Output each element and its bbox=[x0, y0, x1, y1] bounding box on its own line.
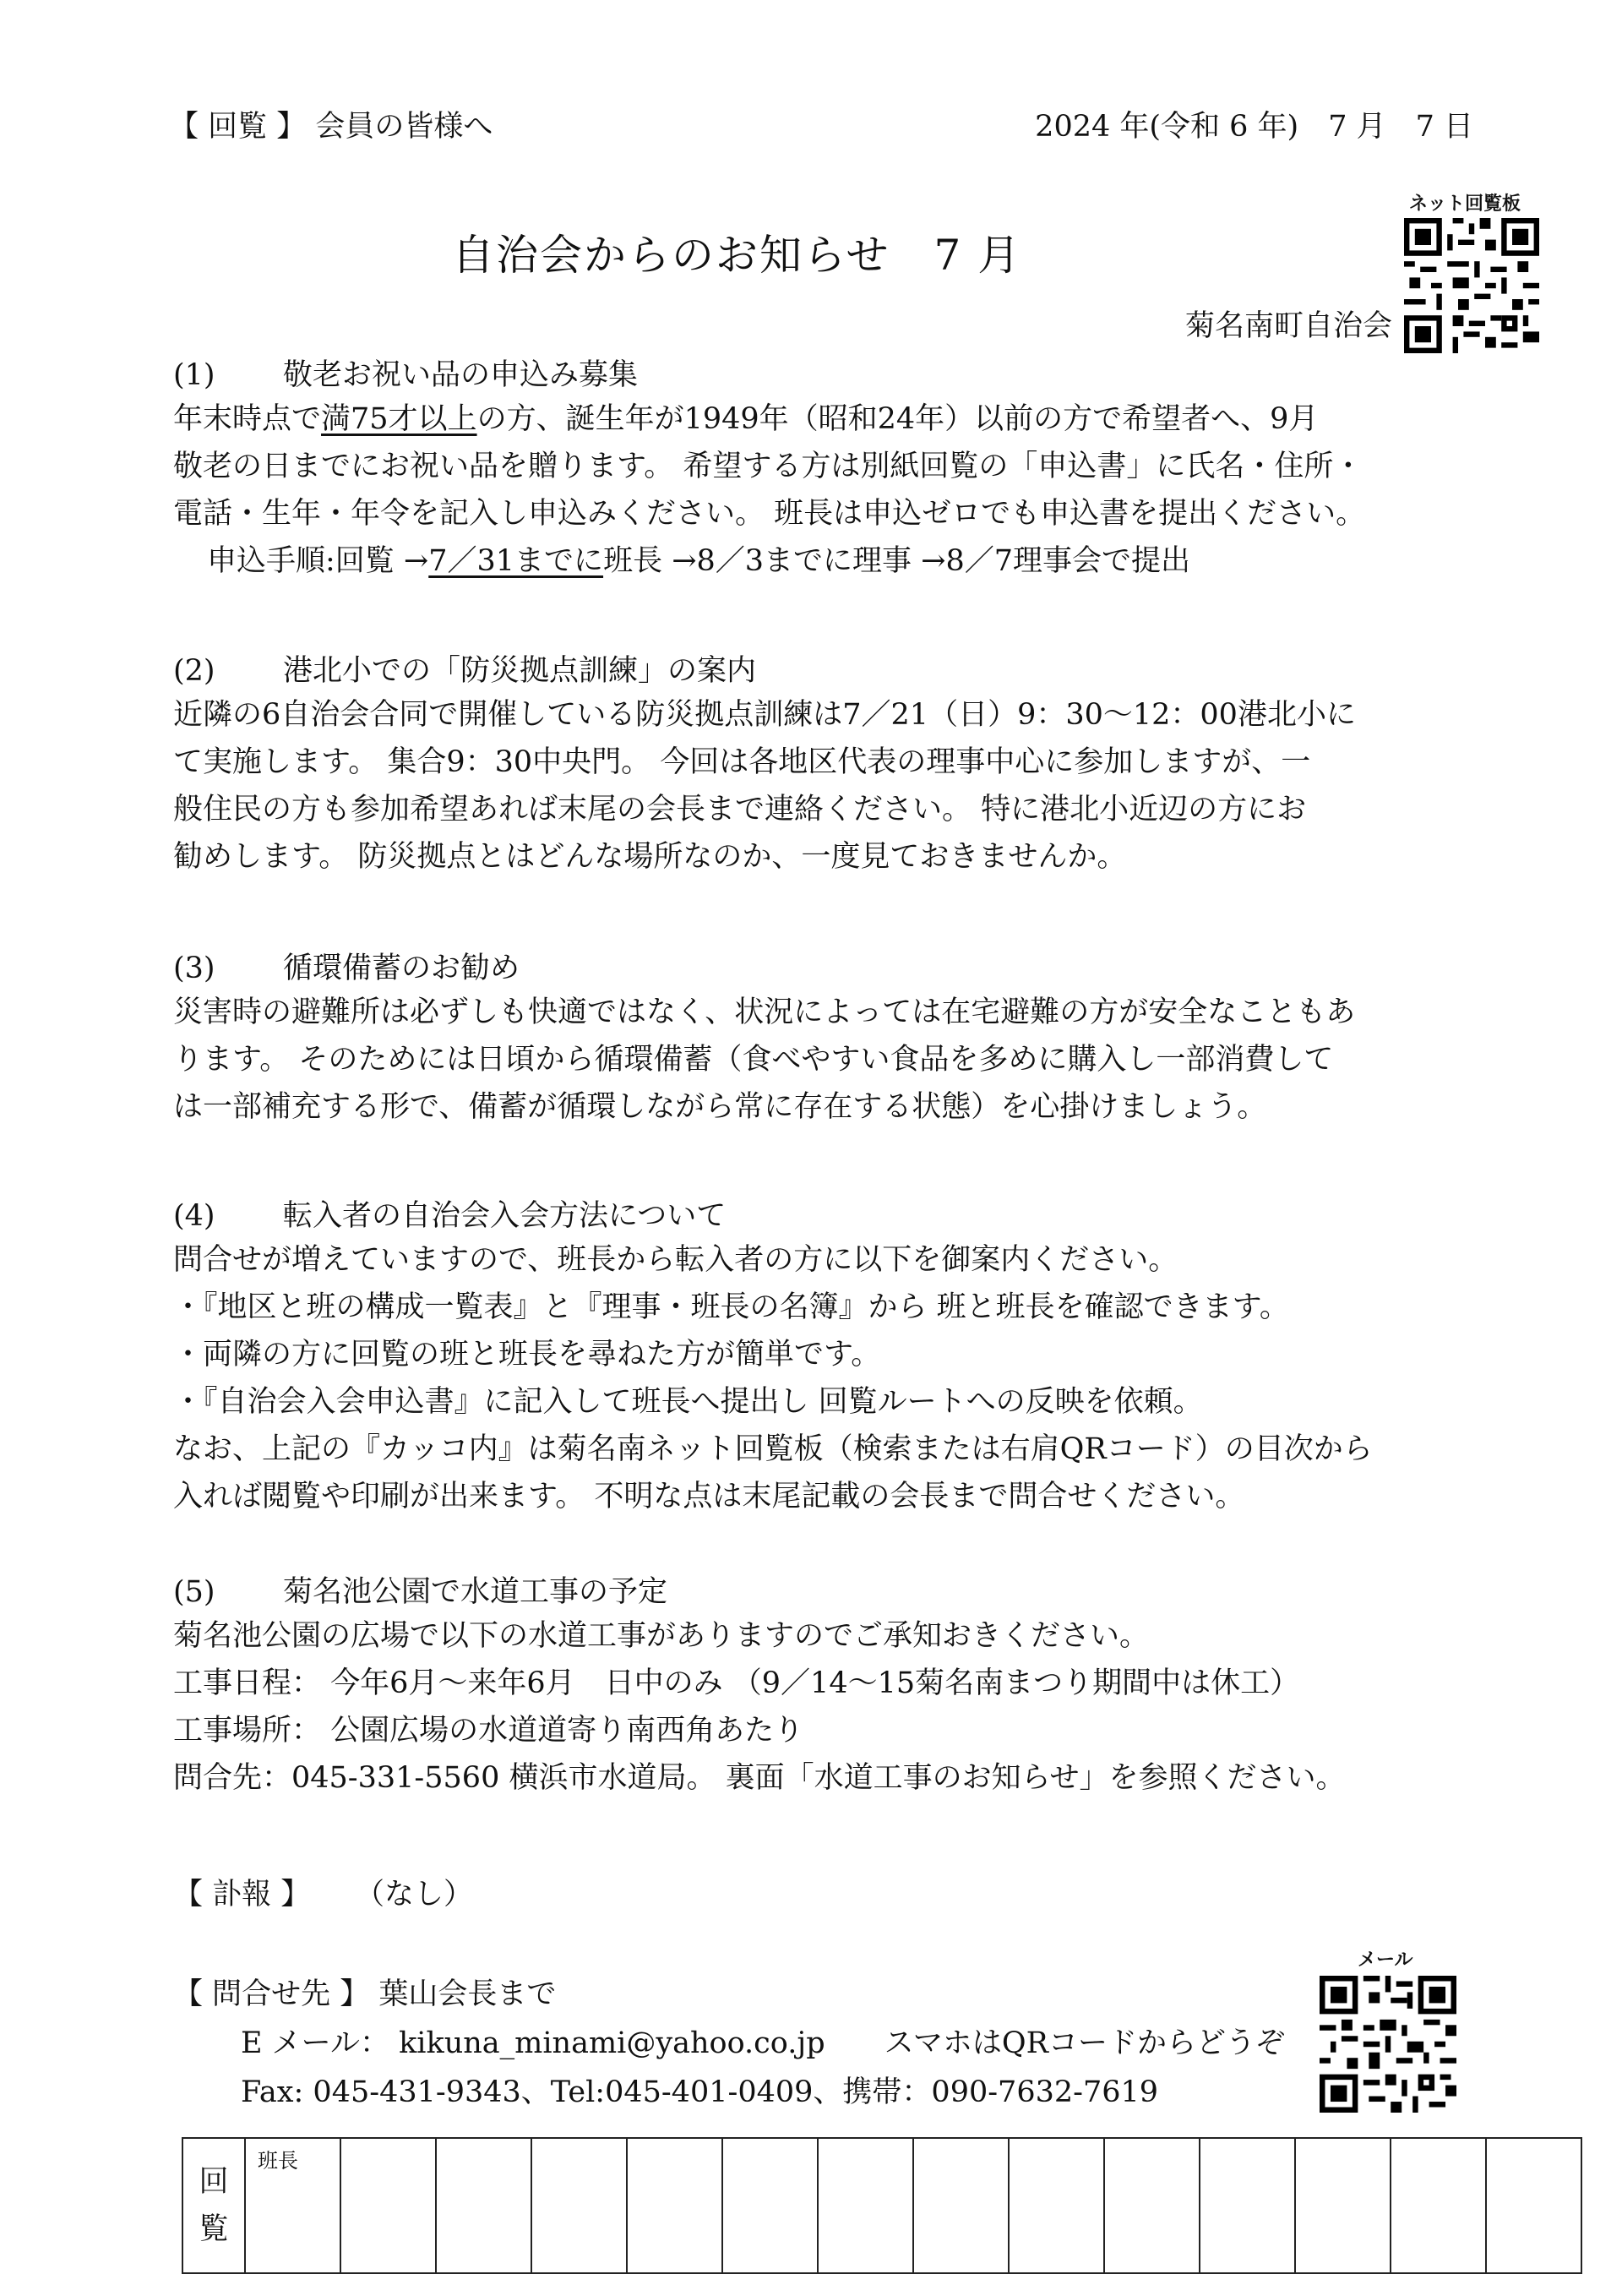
qr-code-icon[interactable] bbox=[1320, 1976, 1456, 2113]
section-5-line: 菊名池公園の広場で以下の水道工事がありますのでご承知おきください。 bbox=[173, 1619, 1150, 1653]
circulation-cell[interactable] bbox=[1295, 2138, 1391, 2273]
section-2-title: (2) 港北小での「防災拠点訓練」の案内 bbox=[173, 654, 757, 688]
section-5-line: 問合先：045-331-5560 横浜市水道局。 裏面「水道工事のお知らせ」を参照ください。 bbox=[173, 1761, 1346, 1795]
circulation-cell[interactable] bbox=[1104, 2138, 1200, 2273]
page-title: 自治会からのお知らせ 7 月 bbox=[452, 231, 1022, 280]
section-2-line: 近隣の6自治会合同で開催している防災拠点訓練は7／21（日）9：30～12：00港北小に bbox=[173, 698, 1356, 732]
section-2 bbox=[173, 651, 1491, 881]
circulation-table bbox=[182, 2137, 1582, 2274]
section-4 bbox=[173, 1196, 1491, 1520]
circulation-cell[interactable] bbox=[1391, 2138, 1486, 2273]
section-2-line: 般住民の方も参加希望あれば末尾の会長まで連絡ください。 特に港北小近辺の方にお bbox=[173, 793, 1307, 826]
circulation-cell[interactable] bbox=[722, 2138, 818, 2273]
section-5-line: 工事場所： 公園広場の水道道寄り南西角あたり bbox=[173, 1714, 804, 1748]
section-3-line: は一部補充する形で、備蓄が循環しながら常に存在する状態）を心掛けましょう。 bbox=[173, 1090, 1267, 1124]
section-1 bbox=[173, 355, 1491, 585]
section-1-line: 敬老の日までにお祝い品を贈ります。 希望する方は別紙回覧の「申込書」に氏名・住所・ bbox=[173, 450, 1363, 483]
section-3-line: 災害時の避難所は必ずしも快適ではなく、状況によっては在宅避難の方が安全なこともあ bbox=[173, 995, 1356, 1029]
circulation-header: 【 回覧 】 会員の皆様へ bbox=[169, 110, 493, 144]
section-2-line: て実施します。 集合9：30中央門。 今回は各地区代表の理事中心に参加しますが、一 bbox=[173, 745, 1311, 779]
circulation-cell[interactable] bbox=[627, 2138, 722, 2273]
section-4-line: ・両隣の方に回覧の班と班長を尋ねた方が簡単です。 bbox=[173, 1338, 881, 1372]
qr-code-icon[interactable] bbox=[1404, 218, 1539, 353]
circulation-cell[interactable] bbox=[1009, 2138, 1104, 2273]
section-1-line: 年末時点で満75才以上の方、誕生年が1949年（昭和24年）以前の方で希望者へ、9月 bbox=[173, 402, 1319, 436]
circulation-cell-label: 班長 bbox=[258, 2149, 298, 2173]
circulation-cell[interactable] bbox=[818, 2138, 913, 2273]
section-4-line: なお、上記の『カッコ内』は菊名南ネット回覧板（検索または右肩QRコード）の目次から bbox=[173, 1432, 1373, 1466]
qr-top-label: ネット回覧板 bbox=[1409, 194, 1521, 215]
section-1-title: (1) 敬老お祝い品の申込み募集 bbox=[173, 358, 639, 392]
circulation-cell[interactable] bbox=[1200, 2138, 1295, 2273]
qr-bottom-label: メール bbox=[1358, 1950, 1413, 1971]
circulation-cell[interactable] bbox=[436, 2138, 531, 2273]
organization-name: 菊名南町自治会 bbox=[1184, 309, 1392, 343]
section-5-line: 工事日程： 今年6月～来年6月 日中のみ （9／14～15菊名南まつり期間中は休工） bbox=[173, 1666, 1300, 1700]
obituary-value: （なし） bbox=[355, 1878, 474, 1912]
circulation-cell[interactable] bbox=[1486, 2138, 1581, 2273]
section-3 bbox=[173, 948, 1491, 1131]
circulation-head: 回 覧 bbox=[182, 2138, 245, 2273]
section-3-title: (3) 循環備蓄のお勧め bbox=[173, 952, 520, 985]
section-1-procedure: 申込手順:回覧 →7／31までに班長 →8／3までに理事 →8／7理事会で提出 bbox=[207, 544, 1191, 578]
section-3-line: ります。 そのためには日頃から循環備蓄（食べやすい食品を多めに購入し一部消費して bbox=[173, 1043, 1334, 1077]
section-4-line: ・『自治会入会申込書』に記入して班長へ提出し 回覧ルートへの反映を依頼。 bbox=[173, 1385, 1203, 1419]
circulation-cell[interactable] bbox=[245, 2138, 340, 2273]
section-4-title: (4) 転入者の自治会入会方法について bbox=[173, 1199, 727, 1233]
obituary-label: 【 訃報 】 bbox=[173, 1878, 311, 1912]
contact-email: E メール： kikuna_minami@yahoo.co.jp スマホはQRコードからどうぞ bbox=[241, 2026, 1285, 2060]
circulation-cell[interactable] bbox=[340, 2138, 436, 2273]
section-4-line: 問合せが増えていますので、班長から転入者の方に以下を御案内ください。 bbox=[173, 1243, 1178, 1277]
section-1-line: 電話・生年・年令を記入し申込みください。 班長は申込ゼロでも申込書を提出ください。 bbox=[173, 497, 1366, 531]
section-2-line: 勧めします。 防災拠点とはどんな場所なのか、一度見ておきませんか。 bbox=[173, 840, 1127, 874]
contact-phone: Fax: 045-431-9343、Tel:045-401-0409、携帯：090-7632-7619 bbox=[241, 2075, 1159, 2109]
contact-label: 【 問合せ先 】 葉山会長まで bbox=[173, 1977, 557, 2011]
section-5-title: (5) 菊名池公園で水道工事の予定 bbox=[173, 1575, 668, 1609]
issue-date: 2024 年(令和 6 年) 7 月 7 日 bbox=[1035, 110, 1473, 144]
section-5 bbox=[173, 1572, 1491, 1802]
circulation-cell[interactable] bbox=[531, 2138, 627, 2273]
section-4-line: 入れば閲覧や印刷が出来ます。 不明な点は末尾記載の会長まで問合せください。 bbox=[173, 1480, 1245, 1513]
section-4-line: ・『地区と班の構成一覧表』と『理事・班長の名簿』から 班と班長を確認できます。 bbox=[173, 1290, 1289, 1324]
circulation-cell[interactable] bbox=[913, 2138, 1009, 2273]
